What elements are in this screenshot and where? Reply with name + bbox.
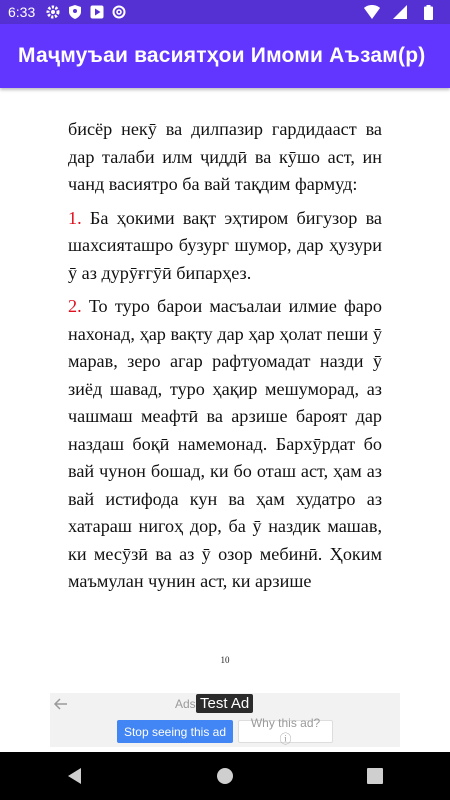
gear-icon	[45, 4, 61, 20]
test-ad-label: Test Ad	[196, 694, 253, 713]
wifi-icon	[364, 4, 380, 20]
app-title: Маҷмуъаи васиятҳои Имоми Аъзам(р)	[18, 44, 426, 67]
why-this-ad-button[interactable]: Why this ad? ⓘ	[238, 720, 333, 743]
at-icon	[111, 4, 127, 20]
status-time: 6:33	[8, 4, 36, 20]
app-bar	[0, 24, 450, 88]
list-item	[68, 293, 382, 596]
navigation-bar	[0, 752, 450, 800]
recents-icon[interactable]	[355, 756, 395, 796]
ad-banner[interactable]	[50, 693, 400, 747]
signal-icon	[392, 4, 408, 20]
item-number: 1.	[68, 207, 82, 228]
item-text: Ба ҳокими вақт эҳтиром бигузор ва шахсияташро бузург шумор, дар ҳузури ӯ аз дурӯғгӯӣ бипарҳез.	[68, 207, 382, 283]
list-item	[68, 205, 382, 288]
home-icon[interactable]	[205, 756, 245, 796]
back-icon[interactable]	[55, 756, 95, 796]
item-number: 2.	[68, 296, 82, 316]
ads-by-label: Ads	[175, 697, 196, 711]
status-bar	[0, 0, 450, 24]
shield-icon	[67, 4, 83, 20]
arrow-left-icon[interactable]	[53, 696, 69, 712]
stop-seeing-ad-button[interactable]: Stop seeing this ad	[117, 720, 233, 743]
page-number: 10	[220, 655, 230, 665]
media-icon	[89, 4, 105, 20]
intro-paragraph: бисёр некӯ ва дилпазир гардидааст ва дар талаби илм ҷиддӣ ва кӯшо аст, ин чанд васиятро ба вай тақдим фармуд:	[68, 119, 382, 194]
battery-icon	[420, 4, 436, 20]
item-text: То туро барои масъалаи илмие фаро нахонад, ҳар вақту дар ҳар ҳолат пеши ӯ марав, зеро агар рафтуомадат назди ӯ зиёд шавад, туро ҳақир мешуморад, аз чашмаш меафтӣ ва арзише бароят дар наздаш боқӣ намемонад. Бархӯрдат бо вай чунон бошад, ки бо оташ аст, ҳам аз вай истифода кун ва ҳам худатро аз хатараш нигоҳ дор, ба ӯ наздик машав, ки месӯзӣ ва аз ӯ озор мебинӣ. Ҳоким маъмулан чунин аст, ки арзише	[68, 296, 382, 591]
reading-content	[68, 116, 382, 602]
